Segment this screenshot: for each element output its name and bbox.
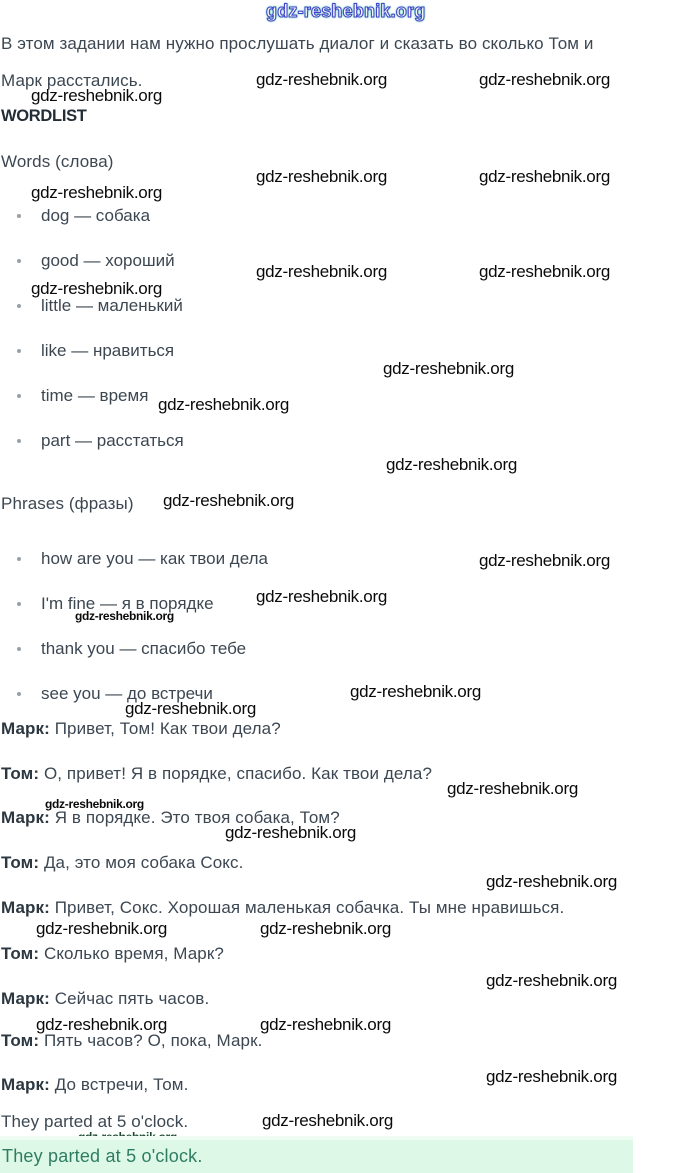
phrase-item-text: I'm fine — я в порядке (41, 594, 214, 613)
bullet-icon (17, 394, 21, 398)
bullet-icon (17, 349, 21, 353)
dialogue-text: До встречи, Том. (49, 1075, 189, 1094)
site-watermark: gdz-reshebnik.org (225, 823, 356, 842)
site-watermark: gdz-reshebnik.org (479, 70, 610, 89)
word-item-text: dog — собака (41, 206, 151, 225)
site-watermark: gdz-reshebnik.org (350, 682, 481, 701)
speaker-name: Том: (1, 853, 40, 872)
dialogue-line (1, 764, 432, 784)
site-watermark: gdz-reshebnik.org (163, 491, 294, 510)
site-watermark: gdz-reshebnik.org (479, 262, 610, 281)
bullet-icon (17, 259, 21, 263)
site-watermark: gdz-reshebnik.org (256, 262, 387, 281)
dialogue-line (1, 719, 281, 739)
task-description-line-1: В этом задании нам нужно прослушать диалог и сказать во сколько Том и (1, 34, 594, 53)
word-item (0, 386, 148, 406)
speaker-name: Марк: (1, 808, 50, 827)
dialogue-text: Пять часов? О, пока, Марк. (39, 1031, 263, 1050)
phrase-item-text: how are you — как твои дела (41, 549, 268, 568)
site-watermark: gdz-reshebnik.org (486, 971, 617, 990)
bullet-icon (17, 602, 21, 606)
word-item (0, 206, 150, 226)
dialogue-text: Привет, Том! Как твои дела? (49, 719, 281, 738)
word-item (0, 251, 175, 271)
site-watermark: gdz-reshebnik.org (386, 455, 517, 474)
phrases-section-label: Phrases (фразы) (1, 494, 134, 513)
word-item-text: part — расстаться (41, 431, 184, 450)
word-item (0, 431, 184, 451)
dialogue-line (1, 898, 564, 918)
phrase-item (0, 549, 268, 569)
site-watermark: gdz-reshebnik.org (447, 779, 578, 798)
dialogue-text: Привет, Сокс. Хорошая маленькая собачка. Ты мне нравишься. (49, 898, 565, 917)
dialogue-line (1, 944, 224, 964)
site-watermark: gdz-reshebnik.org (36, 1015, 167, 1034)
word-item-text: good — хороший (41, 251, 175, 270)
site-watermark: gdz-reshebnik.org (31, 279, 162, 298)
site-watermark: gdz-reshebnik.org (262, 1111, 393, 1130)
dialogue-text: Да, это моя собака Сокс. (39, 853, 244, 872)
speaker-name: Марк: (1, 989, 50, 1008)
dialogue-text: О, привет! Я в порядке, спасибо. Как твои дела? (39, 764, 433, 783)
answer-highlighted: They parted at 5 o'clock. (2, 1146, 203, 1166)
site-watermark: gdz-reshebnik.org (36, 919, 167, 938)
word-item-text: little — маленький (41, 296, 183, 315)
dialogue-text: Сколько время, Марк? (39, 944, 224, 963)
phrase-item-text: thank you — спасибо тебе (41, 639, 247, 658)
site-watermark: gdz-reshebnik.org (158, 395, 289, 414)
dialogue-text: Сейчас пять часов. (49, 989, 210, 1008)
words-section-label: Words (слова) (1, 152, 114, 171)
site-watermark-small: gdz-reshebnik.org (45, 797, 144, 811)
bullet-icon (17, 692, 21, 696)
phrase-item (0, 639, 246, 659)
bullet-icon (17, 557, 21, 561)
speaker-name: Том: (1, 764, 40, 783)
word-item-text: time — время (41, 386, 149, 405)
wordlist-heading: WORDLIST (1, 107, 87, 125)
site-watermark: gdz-reshebnik.org (256, 167, 387, 186)
dialogue-line (1, 989, 209, 1009)
phrase-item-text: see you — до встречи (41, 684, 213, 703)
word-item (0, 296, 183, 316)
dialogue-text: Я в порядке. Это твоя собака, Том? (49, 808, 340, 827)
site-watermark: gdz-reshebnik.org (256, 70, 387, 89)
site-watermark: gdz-reshebnik.org (479, 167, 610, 186)
site-watermark-small: gdz-reshebnik.org (75, 609, 174, 623)
site-watermark: gdz-reshebnik.org (486, 1067, 617, 1086)
dialogue-line (1, 853, 243, 873)
site-watermark: gdz-reshebnik.org (31, 183, 162, 202)
speaker-name: Том: (1, 944, 40, 963)
site-watermark: gdz-reshebnik.org (479, 551, 610, 570)
answer-highlight-box (0, 1140, 633, 1173)
bullet-icon (17, 647, 21, 651)
word-item (0, 341, 174, 361)
site-watermark: gdz-reshebnik.org (260, 1015, 391, 1034)
speaker-name: Марк: (1, 898, 50, 917)
site-watermark: gdz-reshebnik.org (383, 359, 514, 378)
bullet-icon (17, 304, 21, 308)
answer-plain: They parted at 5 o'clock. (1, 1112, 189, 1131)
speaker-name: Марк: (1, 1075, 50, 1094)
word-item-text: like — нравиться (41, 341, 175, 360)
dialogue-line (1, 1031, 262, 1051)
site-watermark: gdz-reshebnik.org (260, 919, 391, 938)
speaker-name: Том: (1, 1031, 40, 1050)
site-watermark: gdz-reshebnik.org (31, 86, 162, 105)
site-watermark: gdz-reshebnik.org (486, 872, 617, 891)
task-description-line-2: Марк расстались. (1, 71, 143, 90)
speaker-name: Марк: (1, 719, 50, 738)
bullet-icon (17, 439, 21, 443)
dialogue-line (1, 1075, 188, 1095)
bullet-icon (17, 214, 21, 218)
site-watermark-outlined: gdz-reshebnik.org (266, 1, 426, 21)
site-watermark: gdz-reshebnik.org (256, 587, 387, 606)
site-watermark: gdz-reshebnik.org (125, 699, 256, 718)
